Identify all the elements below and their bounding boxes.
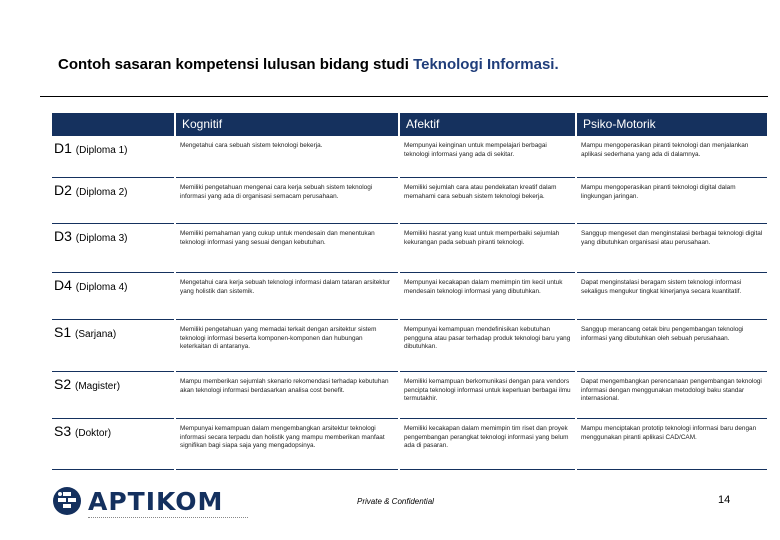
psiko-cell: Sanggup mengeset dan menginstalasi berbagai teknologi digital yang dibutuhkan organisasi atau perusahaan. xyxy=(577,223,767,272)
page-number: 14 xyxy=(718,494,731,506)
level-cell xyxy=(52,223,174,272)
header-empty-cell xyxy=(52,113,174,135)
level-code: S3 xyxy=(54,423,72,439)
kognitif-cell: Mengetahui cara sebuah sistem teknologi bekerja. xyxy=(176,135,398,177)
aptikom-logo-icon xyxy=(52,486,82,516)
level-cell xyxy=(52,272,174,319)
table-row xyxy=(52,177,767,223)
level-name: (Sarjana) xyxy=(75,329,117,340)
page-title xyxy=(58,56,559,73)
kognitif-cell: Memiliki pengetahuan yang memadai terkait dengan arsitektur sistem teknologi informasi beserta komponen-komponen dan hubungan keterkaitan di antaranya. xyxy=(176,319,398,371)
afektif-cell: Mempunyai kecakapan dalam memimpin tim kecil untuk mendesain teknologi informasi yang dibutuhkan. xyxy=(400,272,575,319)
afektif-cell: Mempunyai keinginan untuk mempelajari berbagai teknologi informasi yang ada di sekitar. xyxy=(400,135,575,177)
afektif-cell: Memiliki sejumlah cara atau pendekatan kreatif dalam memahami cara sebuah sistem teknologi bekerja. xyxy=(400,177,575,223)
level-cell xyxy=(52,135,174,177)
aptikom-logo xyxy=(52,486,223,516)
table-row xyxy=(52,371,767,418)
level-name: (Diploma 3) xyxy=(75,233,128,244)
level-cell xyxy=(52,418,174,470)
table-row xyxy=(52,418,767,470)
level-cell xyxy=(52,371,174,418)
table-row xyxy=(52,319,767,371)
level-code: D3 xyxy=(54,228,72,244)
psiko-cell: Dapat mengembangkan perencanaan pengembangan teknologi informasi dengan menggunakan metodologi baku standar internasional. xyxy=(577,371,767,418)
level-code: S1 xyxy=(54,324,72,340)
level-code: D1 xyxy=(54,140,72,156)
kognitif-cell: Mempunyai kemampuan dalam mengembangkan arsitektur teknologi informasi secara terpadu dan holistik yang mampu memberikan manfaat signifikan bagi siapa saja yang mengadopsinya. xyxy=(176,418,398,470)
afektif-cell: Mempunyai kemampuan mendefinisikan kebutuhan pengguna atau pasar terhadap produk teknologi baru yang dibutuhkan. xyxy=(400,319,575,371)
level-name: (Diploma 4) xyxy=(75,282,128,293)
level-code: D2 xyxy=(54,182,72,198)
level-cell xyxy=(52,319,174,371)
title-highlight: Teknologi Informasi. xyxy=(413,56,559,73)
psiko-cell: Dapat menginstalasi beragam sistem teknologi informasi sekaligus mengukur tingkat kinerjanya secara kuantitatif. xyxy=(577,272,767,319)
level-code: S2 xyxy=(54,376,72,392)
afektif-cell: Memiliki kemampuan berkomunikasi dengan para vendors pencipta teknologi informasi untuk keperluan berbagai ilmu termutakhir. xyxy=(400,371,575,418)
level-name: (Diploma 2) xyxy=(75,187,128,198)
title-divider xyxy=(40,96,768,97)
level-name: (Diploma 1) xyxy=(75,145,128,156)
table-row xyxy=(52,272,767,319)
title-prefix: Contoh sasaran kompetensi lulusan bidang studi xyxy=(58,56,414,73)
level-code: D4 xyxy=(54,277,72,293)
psiko-cell: Mampu menciptakan prototip teknologi informasi baru dengan menggunakan piranti aplikasi CAD/CAM. xyxy=(577,418,767,470)
table-header-row xyxy=(52,113,767,135)
afektif-cell: Memiliki kecakapan dalam memimpin tim riset dan proyek pengembangan perangkat teknologi informasi yang belum ada di pasaran. xyxy=(400,418,575,470)
logo-tagline-line xyxy=(88,517,248,520)
footer-confidential: Private & Confidential xyxy=(357,497,434,506)
level-cell xyxy=(52,177,174,223)
table-row xyxy=(52,135,767,177)
competency-table xyxy=(50,113,765,470)
kognitif-cell: Memiliki pemahaman yang cukup untuk mendesain dan menentukan teknologi informasi yang sesuai dengan kebutuhan. xyxy=(176,223,398,272)
psiko-cell: Sanggup merancang cetak biru pengembangan teknologi informasi yang dibutuhkan oleh sebuah perusahaan. xyxy=(577,319,767,371)
header-psiko-motorik: Psiko-Motorik xyxy=(577,113,767,135)
level-name: (Doktor) xyxy=(75,428,112,439)
level-name: (Magister) xyxy=(75,381,121,392)
kognitif-cell: Memiliki pengetahuan mengenai cara kerja sebuah sistem teknologi informasi yang ada di organisasi semacam perusahaan. xyxy=(176,177,398,223)
psiko-cell: Mampu mengoperasikan piranti teknologi dan menjalankan aplikasi sederhana yang ada di dalamnya. xyxy=(577,135,767,177)
kognitif-cell: Mengetahui cara kerja sebuah teknologi informasi dalam tataran arsitektur yang holistik dan sistemik. xyxy=(176,272,398,319)
logo-text: APTIKOM xyxy=(88,486,224,516)
header-kognitif: Kognitif xyxy=(176,113,398,135)
table-row xyxy=(52,223,767,272)
kognitif-cell: Mampu memberikan sejumlah skenario rekomendasi terhadap kebutuhan akan teknologi informasi berdasarkan analisa cost benefit. xyxy=(176,371,398,418)
psiko-cell: Mampu mengoperasikan piranti teknologi digital dalam lingkungan jaringan. xyxy=(577,177,767,223)
header-afektif: Afektif xyxy=(400,113,575,135)
afektif-cell: Memiliki hasrat yang kuat untuk memperbaiki sejumlah kekurangan pada sebuah piranti teknologi. xyxy=(400,223,575,272)
